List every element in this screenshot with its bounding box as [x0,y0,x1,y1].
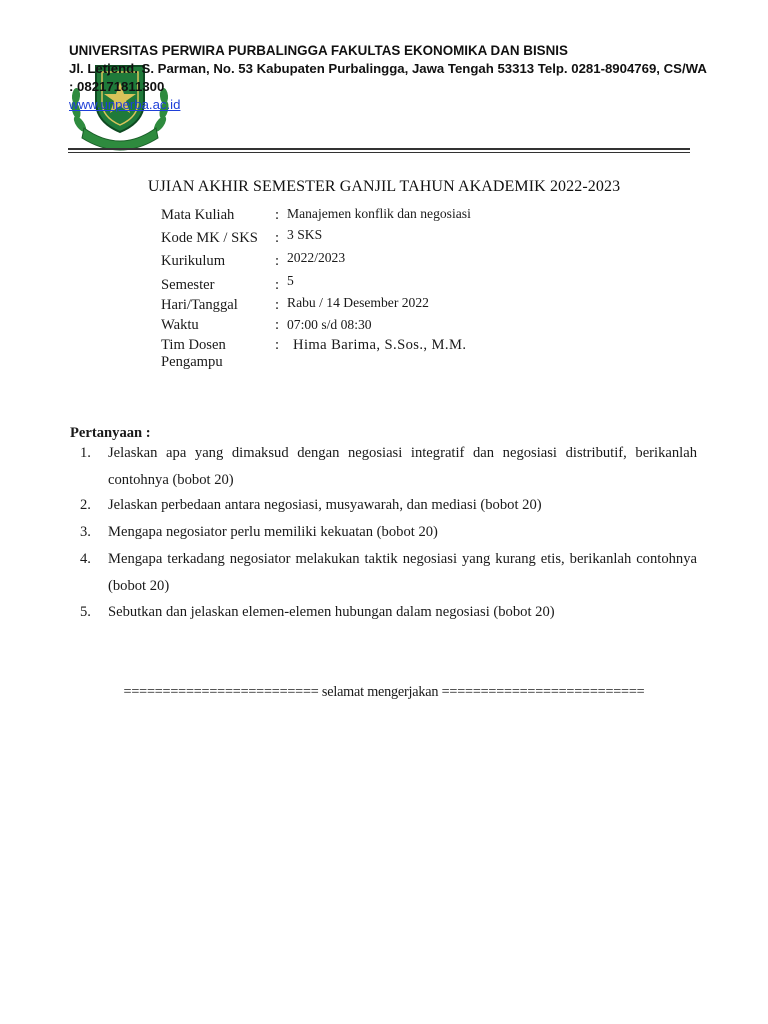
info-value: Rabu / 14 Desember 2022 [287,295,429,310]
info-colon: : [275,317,280,333]
website-link[interactable]: www.unperba.ac.id [69,97,181,112]
info-value: 3 SKS [287,227,323,242]
question-text: Sebutkan dan jelaskan elemen-elemen hubungan dalam negosiasi (bobot 20) [108,604,555,620]
info-label: Semester [161,277,215,293]
question-text: Jelaskan apa yang dimaksud dengan negosiasi integratif dan negosiasi distributif, berikanlah contohnya (bobot 20) [108,445,697,488]
questions-heading: Pertanyaan : [70,425,151,441]
question-number: 5. [80,604,91,620]
question-number: 1. [80,445,91,461]
info-colon: : [275,230,280,246]
question-text: Mengapa terkadang negosiator melakukan taktik negosiasi yang kurang etis, berikanlah contohnya (bobot 20) [108,551,697,594]
university-name: UNIVERSITAS PERWIRA PURBALINGGA FAKULTAS EKONOMIKA DAN BISNIS [69,43,568,58]
info-label: Tim Dosen Pengampu [161,337,226,370]
info-label: Kurikulum [161,253,226,269]
info-label: Hari/Tanggal [161,297,238,313]
info-colon: : [275,207,280,223]
info-colon: : [275,337,280,353]
question-text: Jelaskan perbedaan antara negosiasi, musyawarah, dan mediasi (bobot 20) [108,497,542,513]
info-value: Manajemen konflik dan negosiasi [287,206,471,221]
info-value: 07:00 s/d 08:30 [287,317,372,332]
info-label: Waktu [161,317,199,333]
question-text: Mengapa negosiator perlu memiliki kekuatan (bobot 20) [108,524,438,540]
question-number: 4. [80,551,91,567]
info-value: Hima Barima, S.Sos., M.M. [293,337,467,353]
header-divider-thin [68,152,690,153]
university-address: Jl. Letjend. S. Parman, No. 53 Kabupaten Purbalingga, Jawa Tengah 53313 Telp. 0281-8904769, CS/WA : 082171811300 [69,61,707,94]
info-colon: : [275,297,280,313]
info-label: Mata Kuliah [161,207,235,223]
header-divider [68,148,690,150]
info-colon: : [275,253,280,269]
info-value: 5 [287,273,294,288]
info-label: Kode MK / SKS [161,230,258,246]
info-colon: : [275,277,280,293]
question-number: 3. [80,524,91,540]
closing-message: ========================= selamat mengerjakan ========================== [123,684,645,700]
info-value: 2022/2023 [287,250,346,265]
letterhead [69,42,709,114]
question-number: 2. [80,497,91,513]
exam-title: UJIAN AKHIR SEMESTER GANJIL TAHUN AKADEMIK 2022-2023 [147,178,621,195]
